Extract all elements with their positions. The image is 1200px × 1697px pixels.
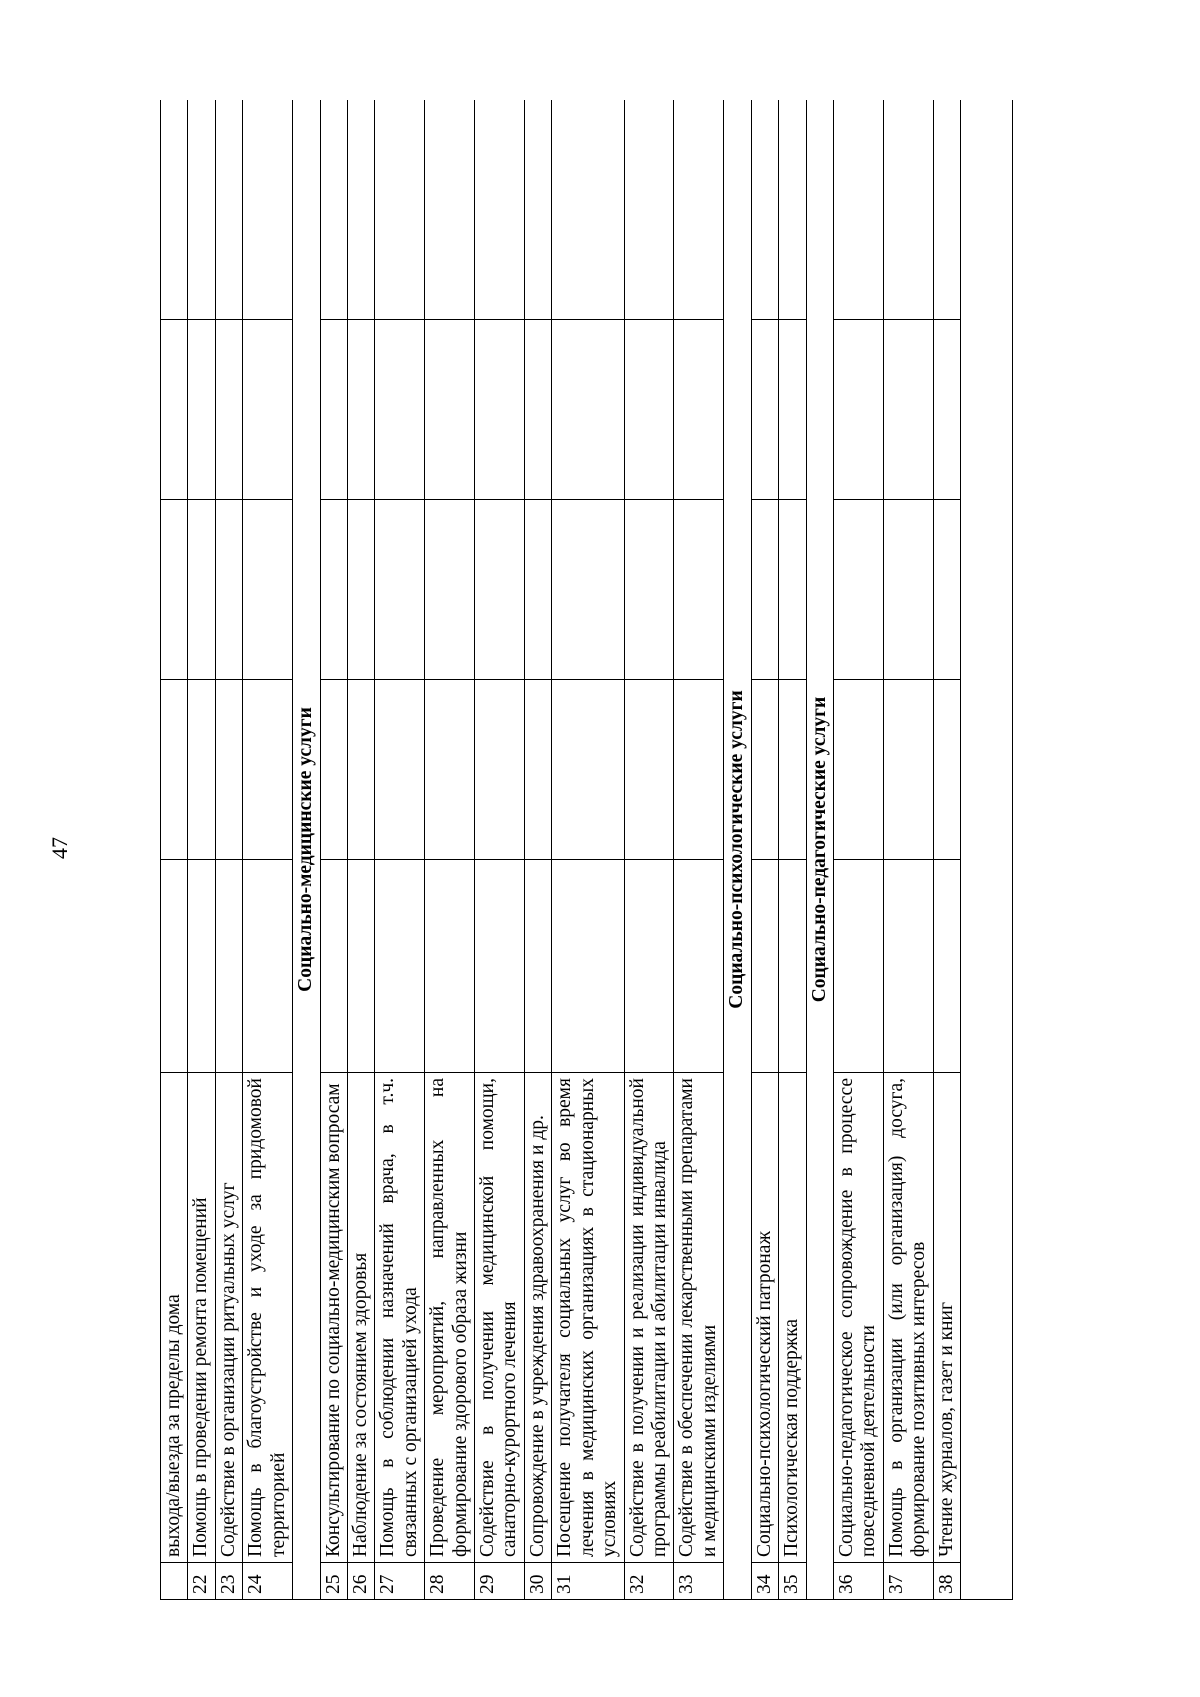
table-row	[883, 100, 933, 1600]
empty-cell	[215, 320, 242, 500]
empty-cell	[674, 860, 724, 1073]
service-name: Помощь в проведении ремонта помещений	[188, 1073, 215, 1563]
table-row	[475, 100, 525, 1600]
service-name: Консультирование по социально-медицинским вопросам	[320, 1073, 347, 1563]
empty-cell	[552, 100, 624, 320]
empty-cell	[320, 100, 347, 320]
empty-cell	[674, 320, 724, 500]
empty-cell	[552, 680, 624, 860]
empty-cell	[552, 860, 624, 1073]
service-name: Содействие в получении медицинской помощи, санаторно-курортного лечения	[475, 1073, 525, 1563]
empty-cell	[243, 500, 293, 680]
empty-cell	[674, 680, 724, 860]
empty-cell	[425, 320, 475, 500]
service-name: Наблюдение за состоянием здоровья	[347, 1073, 374, 1563]
rotated-table-frame	[160, 100, 1050, 1600]
table-row	[833, 100, 883, 1600]
service-name: Психологическая поддержка	[779, 1073, 806, 1563]
empty-cell	[475, 860, 525, 1073]
section-header-row	[293, 100, 320, 1600]
empty-cell	[215, 860, 242, 1073]
empty-cell	[524, 680, 551, 860]
table-row	[320, 100, 347, 1600]
row-number: 38	[933, 1563, 960, 1600]
service-name: Содействие в организации ритуальных услуг	[215, 1073, 242, 1563]
table-row	[751, 100, 778, 1600]
section-title: Социально-психологические услуги	[724, 100, 751, 1600]
section-header-row	[724, 100, 751, 1600]
empty-cell	[751, 500, 778, 680]
empty-cell	[375, 320, 425, 500]
table-row	[674, 100, 724, 1600]
row-number: 31	[552, 1563, 624, 1600]
row-number: 29	[475, 1563, 525, 1600]
empty-cell	[524, 100, 551, 320]
empty-cell	[188, 860, 215, 1073]
table-row	[425, 100, 475, 1600]
empty-cell	[320, 320, 347, 500]
empty-cell	[933, 100, 960, 320]
empty-cell	[933, 500, 960, 680]
row-number: 36	[833, 1563, 883, 1600]
empty-cell	[475, 100, 525, 320]
empty-cell	[475, 680, 525, 860]
empty-cell	[161, 320, 188, 500]
empty-cell	[375, 100, 425, 320]
empty-cell	[188, 500, 215, 680]
service-name: выхода/выезда за пределы дома	[161, 1073, 188, 1563]
empty-cell	[833, 100, 883, 320]
empty-cell	[425, 100, 475, 320]
row-number: 28	[425, 1563, 475, 1600]
section-title: Социально-медицинские услуги	[293, 100, 320, 1600]
table-row	[624, 100, 674, 1600]
empty-cell	[475, 320, 525, 500]
empty-cell	[833, 680, 883, 860]
empty-cell	[779, 100, 806, 320]
table-row	[779, 100, 806, 1600]
service-name: Социально-психологический патронаж	[751, 1073, 778, 1563]
empty-cell	[375, 680, 425, 860]
empty-cell	[779, 320, 806, 500]
row-number: 34	[751, 1563, 778, 1600]
empty-cell	[347, 860, 374, 1073]
section-header-row	[806, 100, 833, 1600]
empty-cell	[347, 500, 374, 680]
row-number	[161, 1563, 188, 1600]
empty-cell	[883, 100, 933, 320]
empty-cell	[779, 860, 806, 1073]
table-row	[524, 100, 551, 1600]
services-table-body	[161, 100, 1013, 1600]
empty-cell	[188, 680, 215, 860]
empty-cell	[320, 860, 347, 1073]
service-name: Помощь в организации (или организация) досуга, формирование позитивных интересов	[883, 1073, 933, 1563]
empty-cell	[243, 680, 293, 860]
empty-cell	[833, 500, 883, 680]
empty-cell	[161, 500, 188, 680]
table-row	[552, 100, 624, 1600]
empty-cell	[883, 500, 933, 680]
row-number: 33	[674, 1563, 724, 1600]
empty-cell	[833, 860, 883, 1073]
table-row	[188, 100, 215, 1600]
empty-cell	[674, 500, 724, 680]
empty-cell	[779, 680, 806, 860]
empty-cell	[933, 320, 960, 500]
table-row	[243, 100, 293, 1600]
empty-cell	[751, 860, 778, 1073]
empty-cell	[161, 100, 188, 320]
empty-cell	[215, 100, 242, 320]
row-number: 32	[624, 1563, 674, 1600]
empty-cell	[243, 100, 293, 320]
service-name: Помощь в соблюдении назначений врача, в т.ч. связанных с организацией ухода	[375, 1073, 425, 1563]
table-row	[215, 100, 242, 1600]
empty-cell	[552, 500, 624, 680]
empty-cell	[188, 100, 215, 320]
empty-cell	[524, 320, 551, 500]
table-row	[933, 100, 960, 1600]
empty-cell	[552, 320, 624, 500]
row-number: 35	[779, 1563, 806, 1600]
row-number: 27	[375, 1563, 425, 1600]
empty-cell	[624, 500, 674, 680]
service-name: Проведение мероприятий, направленных на формирование здорового образа жизни	[425, 1073, 475, 1563]
empty-cell	[751, 100, 778, 320]
empty-cell	[524, 500, 551, 680]
row-number: 24	[243, 1563, 293, 1600]
empty-cell	[779, 500, 806, 680]
row-number: 30	[524, 1563, 551, 1600]
service-name: Чтение журналов, газет и книг	[933, 1073, 960, 1563]
empty-cell	[624, 860, 674, 1073]
empty-cell	[375, 860, 425, 1073]
empty-cell	[347, 320, 374, 500]
empty-cell	[674, 100, 724, 320]
service-name: Социально-педагогическое сопровождение в процессе повседневной деятельности	[833, 1073, 883, 1563]
empty-cell	[215, 680, 242, 860]
empty-cell	[215, 500, 242, 680]
empty-cell	[624, 320, 674, 500]
empty-cell	[347, 680, 374, 860]
empty-cell	[188, 320, 215, 500]
empty-cell	[347, 100, 374, 320]
empty-cell	[475, 500, 525, 680]
services-table	[160, 100, 1013, 1600]
empty-cell	[751, 680, 778, 860]
row-number: 26	[347, 1563, 374, 1600]
empty-cell	[624, 680, 674, 860]
empty-cell	[883, 320, 933, 500]
empty-cell	[624, 100, 674, 320]
section-title: Социально-педагогические услуги	[806, 100, 833, 1600]
empty-cell	[243, 320, 293, 500]
empty-cell	[933, 860, 960, 1073]
empty-cell	[425, 500, 475, 680]
empty-cell	[161, 860, 188, 1073]
empty-cell	[524, 860, 551, 1073]
service-name: Содействие в обеспечении лекарственными препаратами и медицинскими изделиями	[674, 1073, 724, 1563]
row-number: 22	[188, 1563, 215, 1600]
empty-cell	[243, 860, 293, 1073]
empty-cell	[883, 680, 933, 860]
empty-cell	[751, 320, 778, 500]
empty-cell	[320, 680, 347, 860]
service-name: Содействие в получении и реализации индивидуальной программы реабилитации и абилитации инвалида	[624, 1073, 674, 1563]
service-name: Посещение получателя социальных услуг во время лечения в медицинских организациях в стационарных условиях	[552, 1073, 624, 1563]
empty-cell	[425, 860, 475, 1073]
rotated-table-container	[160, 100, 1050, 1600]
empty-row	[961, 100, 1013, 1600]
empty-cell	[961, 100, 1013, 1600]
empty-cell	[883, 860, 933, 1073]
service-name: Сопровождение в учреждения здравоохранения и др.	[524, 1073, 551, 1563]
empty-cell	[161, 680, 188, 860]
empty-cell	[375, 500, 425, 680]
empty-cell	[425, 680, 475, 860]
row-number: 37	[883, 1563, 933, 1600]
empty-cell	[933, 680, 960, 860]
table-row	[161, 100, 188, 1600]
empty-cell	[833, 320, 883, 500]
table-row	[347, 100, 374, 1600]
row-number: 23	[215, 1563, 242, 1600]
table-row	[375, 100, 425, 1600]
empty-cell	[320, 500, 347, 680]
page-number: 47	[47, 837, 72, 859]
row-number: 25	[320, 1563, 347, 1600]
service-name: Помощь в благоустройстве и уходе за придомовой территорией	[243, 1073, 293, 1563]
